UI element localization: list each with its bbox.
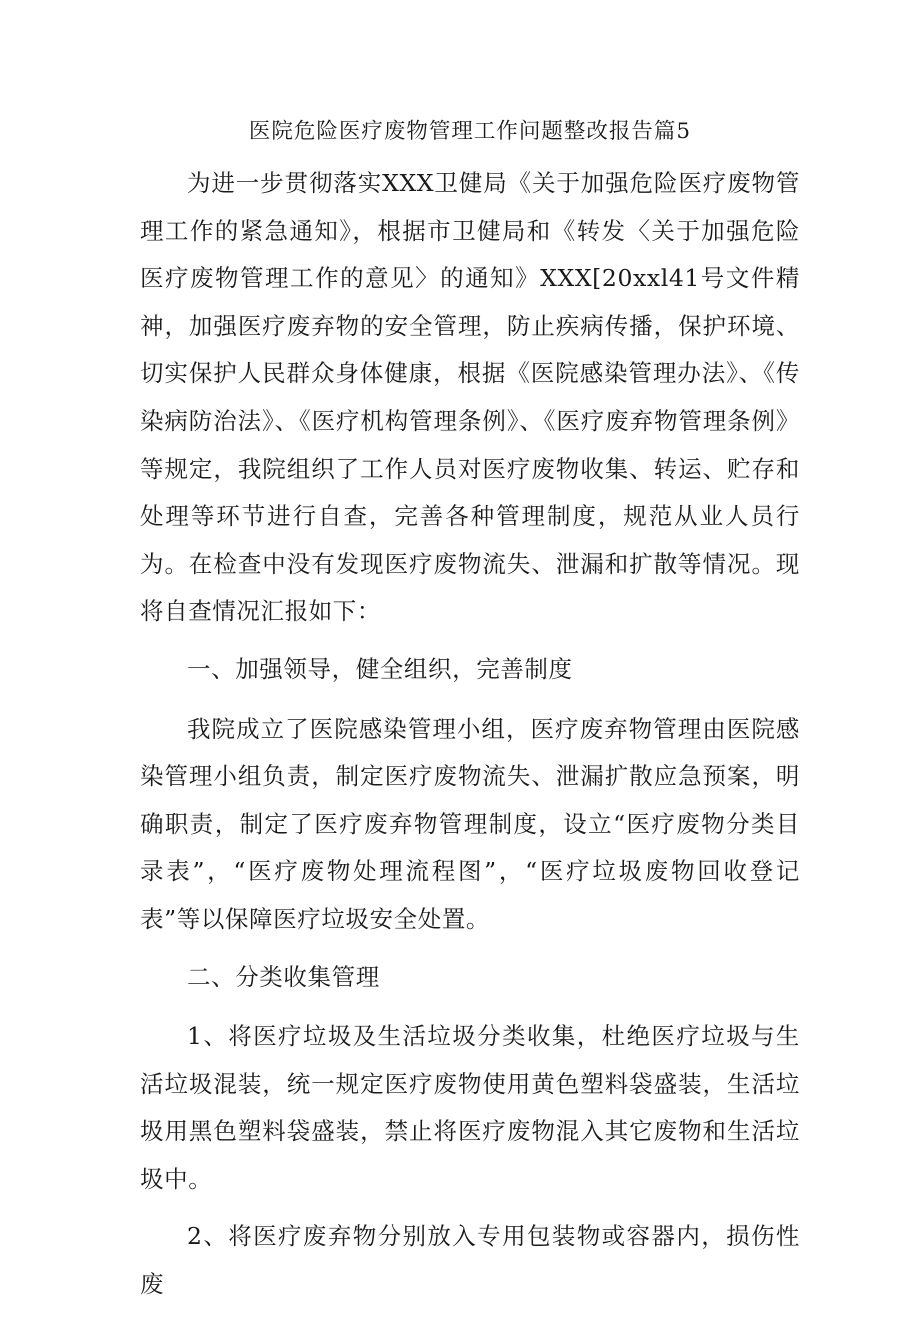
list-item-2: 2、将医疗废弃物分别放入专用包装物或容器内，损伤性废 <box>140 1222 800 1299</box>
intro-paragraph: 为进一步贯彻落实XXX卫健局《关于加强危险医疗废物管理工作的紧急通知》，根据市卫健局和《转发〈关于加强危险医疗废物管理工作的意见〉的通知》XXX[20xxl41号文件精神，加强医疗废弃物的安全管理，防止疾病传播，保护环境、切实保护人民群众身体健康，根据《医院感染管理办法》、《传染病防治法》、《医疗机构管理条例》、《医疗废弃物管理条例》等规定，我院组织了工作人员对医疗废物收集、转运、贮存和处理等环节进行自查，完善各种管理制度，规范从业人员行为。在检查中没有发现医疗废物流失、泄漏和扩散等情况。现将自查情况汇报如下： <box>140 169 800 626</box>
section-heading-1: 一、加强领导，健全组织，完善制度 <box>187 654 573 683</box>
document-title: 医院危险医疗废物管理工作问题整改报告篇5 <box>248 119 692 144</box>
section-heading-2: 二、分类收集管理 <box>187 962 380 991</box>
document-page <box>140 112 800 1319</box>
section-1-paragraph: 我院成立了医院感染管理小组，医疗废弃物管理由医院感染管理小组负责，制定医疗废物流失、泄漏扩散应急预案，明确职责，制定了医疗废弃物管理制度，设立“医疗废物分类目录表”，“医疗废物处理流程图”，“医疗垃圾废物回收登记表”等以保障医疗垃圾安全处置。 <box>140 714 800 933</box>
list-item-1: 1、将医疗垃圾及生活垃圾分类收集，杜绝医疗垃圾与生活垃圾混装，统一规定医疗废物使用黄色塑料袋盛装，生活垃圾用黑色塑料袋盛装，禁止将医疗废物混入其它废物和生活垃圾中。 <box>140 1022 800 1193</box>
